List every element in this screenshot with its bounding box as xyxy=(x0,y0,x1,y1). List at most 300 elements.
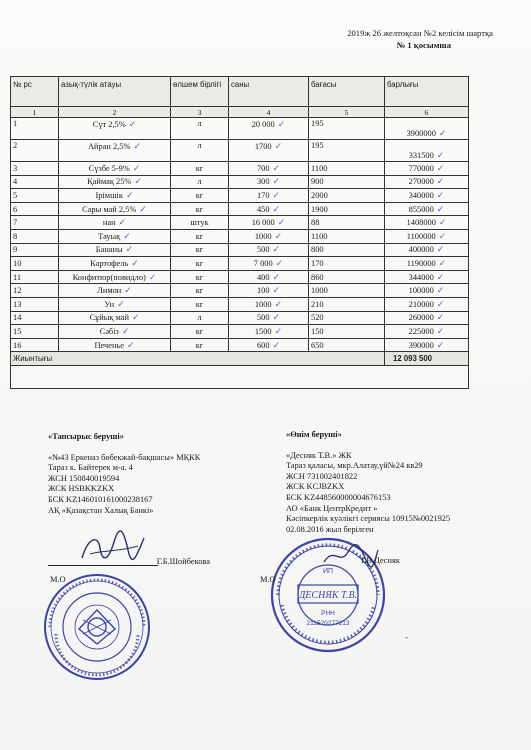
cell-price xyxy=(309,216,385,230)
cell-total-text: 1408000 xyxy=(406,218,436,228)
cell-name-text: Қаймақ 25% xyxy=(87,177,132,187)
cell-no xyxy=(11,162,59,176)
checkmark-icon: ✓ xyxy=(131,257,139,268)
table-row xyxy=(11,325,469,339)
cell-total xyxy=(385,202,469,216)
cell-no xyxy=(11,325,59,339)
supplier-line: Кәсіпкерлік куәлікгі сериясы 10915№0021925 xyxy=(286,514,451,524)
checkmark-icon: ✓ xyxy=(125,244,134,255)
cell-unit-text: кг xyxy=(195,245,204,255)
cell-unit xyxy=(171,338,229,352)
blank-cell xyxy=(11,365,469,388)
cell-qty-text: 7 000 xyxy=(253,258,273,268)
cell-no xyxy=(11,202,59,216)
cell-total xyxy=(385,118,469,140)
cell-total-text: 770000 xyxy=(408,163,434,173)
cell-no xyxy=(11,140,59,162)
cell-total-text: 340000 xyxy=(408,190,434,200)
cell-no-text: 6 xyxy=(13,204,18,214)
checkmark-icon: ✓ xyxy=(121,325,130,336)
checkmark-icon: ✓ xyxy=(128,119,137,129)
cell-name xyxy=(59,325,171,339)
cell-qty xyxy=(229,257,309,271)
checkmark-icon: ✓ xyxy=(272,189,281,200)
checkmark-icon: ✓ xyxy=(131,312,140,323)
col-number: 2 xyxy=(59,107,171,118)
cell-unit xyxy=(171,229,229,243)
cell-qty xyxy=(229,284,309,298)
supplier-details xyxy=(286,430,526,535)
cell-qty-text: 300 xyxy=(256,177,270,187)
col-header-unit: өлшем бірлігі xyxy=(171,77,229,107)
cell-name xyxy=(59,229,171,243)
cell-total-text: 1190000 xyxy=(406,258,436,268)
cell-total-text: 100000 xyxy=(408,286,434,296)
col-header-name: азық-түлік атауы xyxy=(59,77,171,107)
cell-price-text: 210 xyxy=(311,299,324,309)
cell-qty xyxy=(229,202,309,216)
cell-name xyxy=(59,270,171,284)
customer-line: «№43 Еркеназ бөбекжай-бақшасы» МҚКК xyxy=(48,452,201,462)
checkmark-icon: ✓ xyxy=(134,176,142,187)
cell-qty xyxy=(229,118,309,140)
cell-price xyxy=(309,202,385,216)
cell-unit xyxy=(171,311,229,325)
cell-no xyxy=(11,216,59,230)
col-number: 3 xyxy=(171,107,229,118)
cell-price-text: 1100 xyxy=(311,231,328,241)
checkmark-icon: ✓ xyxy=(274,230,283,241)
supplier-line: ЖСК KCJBZKX xyxy=(286,482,345,492)
checkmark-icon: ✓ xyxy=(438,257,447,268)
cell-price-text: 195 xyxy=(311,119,324,128)
cell-name xyxy=(59,118,171,140)
checkmark-icon: ✓ xyxy=(272,339,281,350)
cell-total-text: 331500 xyxy=(408,151,434,160)
cell-qty-text: 170 xyxy=(256,190,270,200)
cell-price-text: 2000 xyxy=(311,190,328,200)
cell-price xyxy=(309,140,385,162)
cell-unit xyxy=(171,118,229,140)
cell-name-text: Сүзбе 5-9% xyxy=(88,163,130,173)
cell-qty xyxy=(229,270,309,284)
signature-rule xyxy=(48,565,158,566)
table-row xyxy=(11,189,469,203)
cell-name-text: Лимон xyxy=(97,286,122,296)
cell-unit-text: кг xyxy=(195,258,204,268)
table-row xyxy=(11,311,469,325)
cell-unit-text: кг xyxy=(195,204,204,214)
cell-total xyxy=(385,297,469,311)
cell-name-text: Конфитюр(повидло) xyxy=(72,272,146,282)
checkmark-icon: ✓ xyxy=(436,244,445,255)
cell-price-text: 195 xyxy=(311,141,324,150)
cell-price xyxy=(309,243,385,257)
col-header-total: барлығы xyxy=(385,77,469,107)
cell-price-text: 170 xyxy=(311,258,324,268)
customer-line: ЖСК HSBKKZKX xyxy=(48,484,115,494)
cell-no xyxy=(11,257,59,271)
table-row xyxy=(11,257,469,271)
cell-total xyxy=(385,175,469,189)
cell-no-text: 3 xyxy=(13,163,18,173)
cell-name-text: Сұйық май xyxy=(89,313,129,323)
cell-name xyxy=(59,189,171,203)
cell-price xyxy=(309,229,385,243)
supplier-line: АО «Банк ЦентрКредит » xyxy=(286,503,378,513)
cell-unit-text: кг xyxy=(195,231,204,241)
cell-name-text: Сәбіз xyxy=(99,326,119,336)
customer-signature-line xyxy=(48,556,218,566)
supplier-line: Тараз қаласы, мкр.Алатау,үй№24 кв29 xyxy=(286,461,423,471)
cell-qty xyxy=(229,189,309,203)
cell-price xyxy=(309,270,385,284)
checkmark-icon: ✓ xyxy=(272,244,281,255)
checkmark-icon: ✓ xyxy=(126,339,135,350)
cell-name xyxy=(59,284,171,298)
cell-qty xyxy=(229,229,309,243)
cell-qty-text: 500 xyxy=(256,313,270,323)
cell-no-text: 10 xyxy=(13,258,22,268)
table-row xyxy=(11,216,469,230)
cell-unit-text: кг xyxy=(195,326,204,336)
cell-unit xyxy=(171,284,229,298)
cell-total xyxy=(385,284,469,298)
supplier-line: БСК KZ448560000004676153 xyxy=(286,492,391,502)
cell-unit-text: л xyxy=(197,119,202,128)
cell-name xyxy=(59,257,171,271)
customer-details xyxy=(48,432,268,516)
cell-total xyxy=(385,325,469,339)
cell-no-text: 8 xyxy=(13,231,18,241)
cell-no xyxy=(11,189,59,203)
checkmark-icon: ✓ xyxy=(438,217,447,228)
checkmark-icon: ✓ xyxy=(436,176,445,187)
cell-unit-text: кг xyxy=(195,299,204,309)
cell-unit-text: штук xyxy=(190,218,209,228)
checkmark-icon: ✓ xyxy=(277,217,286,228)
cell-no-text: 1 xyxy=(13,119,18,128)
cell-name xyxy=(59,311,171,325)
total-row xyxy=(11,352,469,366)
table-row xyxy=(11,140,469,162)
cell-qty-text: 450 xyxy=(256,204,270,214)
cell-price xyxy=(309,338,385,352)
total-value: 12 093 500 xyxy=(385,352,469,366)
cell-name-text: Айран 2,5% xyxy=(87,142,131,151)
cell-name xyxy=(59,338,171,352)
cell-unit-text: кг xyxy=(195,190,204,200)
checkmark-icon: ✓ xyxy=(277,119,286,129)
checkmark-icon: ✓ xyxy=(272,285,281,296)
cell-price-text: 520 xyxy=(311,313,324,323)
customer-stamp-place: М.О xyxy=(50,575,66,584)
table-row xyxy=(11,243,469,257)
cell-no xyxy=(11,297,59,311)
supplier-signer-name: Т.В.Десняк xyxy=(360,556,400,565)
customer-line: ЖСН 150840019594 xyxy=(48,473,120,483)
column-number-row xyxy=(11,107,469,118)
checkmark-icon: ✓ xyxy=(272,162,281,173)
cell-unit xyxy=(171,189,229,203)
table-row xyxy=(11,284,469,298)
table-row xyxy=(11,175,469,189)
cell-name-text: Тауық xyxy=(98,231,121,241)
cell-name xyxy=(59,297,171,311)
cell-total xyxy=(385,257,469,271)
checkmark-icon: ✓ xyxy=(274,298,283,309)
cell-price-text: 1900 xyxy=(311,204,328,214)
cell-price xyxy=(309,118,385,140)
checkmark-icon: ✓ xyxy=(123,230,131,241)
cell-unit xyxy=(171,297,229,311)
cell-unit-text: л xyxy=(197,141,202,150)
checkmark-icon: ✓ xyxy=(436,339,445,350)
checkmark-icon: ✓ xyxy=(436,312,445,323)
cell-no-text: 9 xyxy=(13,245,18,255)
checkmark-icon: ✓ xyxy=(436,203,445,214)
checkmark-icon: ✓ xyxy=(118,217,127,228)
cell-no xyxy=(11,284,59,298)
customer-line: АҚ «Қазақстан Халық Банкі» xyxy=(48,505,154,515)
seal-rnn-label: РНН xyxy=(321,610,335,617)
cell-name xyxy=(59,243,171,257)
cell-price xyxy=(309,257,385,271)
col-number: 1 xyxy=(11,107,59,118)
cell-qty xyxy=(229,311,309,325)
cell-price-text: 88 xyxy=(311,218,320,228)
cell-no-text: 12 xyxy=(13,286,22,296)
cell-total xyxy=(385,311,469,325)
table-row xyxy=(11,270,469,284)
cell-name xyxy=(59,216,171,230)
cell-price-text: 150 xyxy=(311,326,324,336)
cell-unit-text: л xyxy=(197,177,202,187)
col-number: 5 xyxy=(309,107,385,118)
dash-mark: - xyxy=(405,632,408,642)
checkmark-icon: ✓ xyxy=(139,203,147,214)
cell-no xyxy=(11,175,59,189)
cell-unit-text: кг xyxy=(195,340,204,350)
col-number: 4 xyxy=(229,107,309,118)
cell-total xyxy=(385,140,469,162)
supplier-stamp-place: М.О xyxy=(260,575,276,584)
cell-total-text: 855000 xyxy=(408,204,434,214)
cell-qty xyxy=(229,325,309,339)
customer-seal-icon xyxy=(42,572,152,682)
supplier-line: ЖСН 731002401822 xyxy=(286,471,358,481)
cell-no-text: 13 xyxy=(13,299,22,309)
cell-total-text: 260000 xyxy=(408,313,434,323)
cell-qty xyxy=(229,175,309,189)
checkmark-icon: ✓ xyxy=(275,257,284,268)
checkmark-icon: ✓ xyxy=(436,298,445,309)
cell-qty xyxy=(229,243,309,257)
cell-name-text: нан xyxy=(102,218,116,228)
table-row xyxy=(11,118,469,140)
col-header-qty: саны xyxy=(229,77,309,107)
cell-no xyxy=(11,243,59,257)
cell-name xyxy=(59,162,171,176)
cell-total xyxy=(385,270,469,284)
cell-qty-text: 500 xyxy=(256,245,270,255)
table-row xyxy=(11,202,469,216)
cell-name xyxy=(59,175,171,189)
supplier-line: «Десняк Т.В.» ЖК xyxy=(286,450,352,460)
checkmark-icon: ✓ xyxy=(148,271,157,282)
cell-unit xyxy=(171,243,229,257)
cell-no-text: 11 xyxy=(13,272,22,282)
table-row xyxy=(11,297,469,311)
cell-unit xyxy=(171,162,229,176)
cell-no-text: 16 xyxy=(13,340,22,350)
checkmark-icon: ✓ xyxy=(436,150,445,160)
checkmark-icon: ✓ xyxy=(124,285,132,296)
cell-total-text: 270000 xyxy=(408,177,434,187)
items-table xyxy=(10,76,469,389)
checkmark-icon: ✓ xyxy=(132,162,141,173)
checkmark-icon: ✓ xyxy=(436,189,445,200)
cell-total-text: 390000 xyxy=(408,340,434,350)
seal-small-text: ИП xyxy=(322,568,334,575)
cell-qty xyxy=(229,140,309,162)
total-label: Жиынтығы xyxy=(11,352,385,366)
cell-qty-text: 400 xyxy=(256,272,270,282)
cell-qty-text: 100 xyxy=(256,286,270,296)
checkmark-icon: ✓ xyxy=(272,271,281,282)
checkmark-icon: ✓ xyxy=(117,298,125,309)
cell-unit xyxy=(171,202,229,216)
cell-unit xyxy=(171,270,229,284)
cell-unit-text: кг xyxy=(195,272,204,282)
cell-total xyxy=(385,229,469,243)
supplier-line: 02.08.2016 жыл берілген xyxy=(286,524,374,534)
supplier-role: «Өнім беруші» xyxy=(286,430,342,439)
cell-total-text: 210000 xyxy=(408,299,434,309)
cell-total xyxy=(385,162,469,176)
cell-qty-text: 600 xyxy=(256,340,270,350)
cell-qty xyxy=(229,162,309,176)
cell-total-text: 400000 xyxy=(408,245,434,255)
cell-no xyxy=(11,311,59,325)
cell-name-text: Ун xyxy=(104,299,115,309)
cell-price-text: 1100 xyxy=(311,163,328,173)
cell-name-text: Сары май 2,5% xyxy=(82,204,137,214)
table-header-row xyxy=(11,77,469,107)
table-row xyxy=(11,229,469,243)
cell-unit-text: кг xyxy=(195,286,204,296)
cell-qty xyxy=(229,338,309,352)
cell-total-text: 1100000 xyxy=(406,231,436,241)
cell-qty-text: 20 000 xyxy=(251,120,275,129)
seal-number: 211520277213 xyxy=(306,620,350,627)
checkmark-icon: ✓ xyxy=(436,271,445,282)
cell-name-text: Сүт 2,5% xyxy=(92,120,126,129)
cell-price-text: 860 xyxy=(311,272,324,282)
checkmark-icon: ✓ xyxy=(436,162,445,173)
cell-price-text: 650 xyxy=(311,340,324,350)
cell-qty-text: 1000 xyxy=(254,231,272,241)
contract-reference: 2019ж 26 желтоқсан №2 келісім шартқа xyxy=(347,28,493,38)
cell-total-text: 225000 xyxy=(408,326,434,336)
cell-no xyxy=(11,270,59,284)
cell-unit xyxy=(171,140,229,162)
cell-price xyxy=(309,189,385,203)
cell-price xyxy=(309,284,385,298)
cell-total-text: 344000 xyxy=(408,272,434,282)
customer-role: «Тапсырыс беруші» xyxy=(48,432,124,441)
checkmark-icon: ✓ xyxy=(125,189,134,200)
table-row xyxy=(11,338,469,352)
checkmark-icon: ✓ xyxy=(272,203,281,214)
cell-total xyxy=(385,338,469,352)
cell-no xyxy=(11,229,59,243)
customer-signer-name: Г.Б.Шойбекова xyxy=(156,557,210,566)
annex-title: № 1 қосымша xyxy=(396,40,451,50)
cell-no-text: 5 xyxy=(13,190,18,200)
cell-qty-text: 1500 xyxy=(254,326,272,336)
cell-price-text: 800 xyxy=(311,245,324,255)
customer-line: Тараз к. Байтерек м-а. 4 xyxy=(48,463,133,473)
table-row xyxy=(11,162,469,176)
blank-row xyxy=(11,365,469,388)
cell-price xyxy=(309,325,385,339)
cell-no xyxy=(11,338,59,352)
cell-no-text: 2 xyxy=(13,141,18,150)
checkmark-icon: ✓ xyxy=(274,141,283,151)
cell-price xyxy=(309,162,385,176)
cell-total xyxy=(385,189,469,203)
seal-center-name: ДЕСНЯК Т.В. xyxy=(298,590,358,601)
cell-name xyxy=(59,140,171,162)
items-table-body xyxy=(11,118,469,352)
cell-unit xyxy=(171,175,229,189)
checkmark-icon: ✓ xyxy=(436,325,445,336)
cell-no-text: 14 xyxy=(13,313,22,323)
cell-unit xyxy=(171,216,229,230)
cell-price xyxy=(309,311,385,325)
cell-unit-text: кг xyxy=(195,163,204,173)
cell-price xyxy=(309,297,385,311)
cell-name xyxy=(59,202,171,216)
cell-total xyxy=(385,216,469,230)
col-header-no: № рс xyxy=(11,77,59,107)
cell-total-text: 3900000 xyxy=(406,129,436,138)
cell-name-text: Картофель xyxy=(90,258,129,268)
cell-price-text: 1000 xyxy=(311,286,328,296)
cell-unit xyxy=(171,325,229,339)
cell-no-text: 4 xyxy=(13,177,18,187)
cell-no-text: 15 xyxy=(13,326,22,336)
checkmark-icon: ✓ xyxy=(438,128,447,138)
cell-price-text: 900 xyxy=(311,177,324,187)
cell-no-text: 7 xyxy=(13,218,18,228)
cell-qty xyxy=(229,216,309,230)
col-header-price: бағасы xyxy=(309,77,385,107)
cell-qty-text: 1700 xyxy=(254,142,272,151)
cell-qty-text: 700 xyxy=(256,163,270,173)
cell-no xyxy=(11,118,59,140)
cell-unit xyxy=(171,257,229,271)
cell-total xyxy=(385,243,469,257)
checkmark-icon: ✓ xyxy=(438,230,447,241)
customer-line: БСК KZ146010161000238167 xyxy=(48,494,153,504)
checkmark-icon: ✓ xyxy=(436,285,445,296)
cell-name-text: Ірімшік xyxy=(95,190,123,200)
cell-qty-text: 1000 xyxy=(254,299,272,309)
checkmark-icon: ✓ xyxy=(272,312,281,323)
cell-qty-text: 16 000 xyxy=(251,218,275,228)
